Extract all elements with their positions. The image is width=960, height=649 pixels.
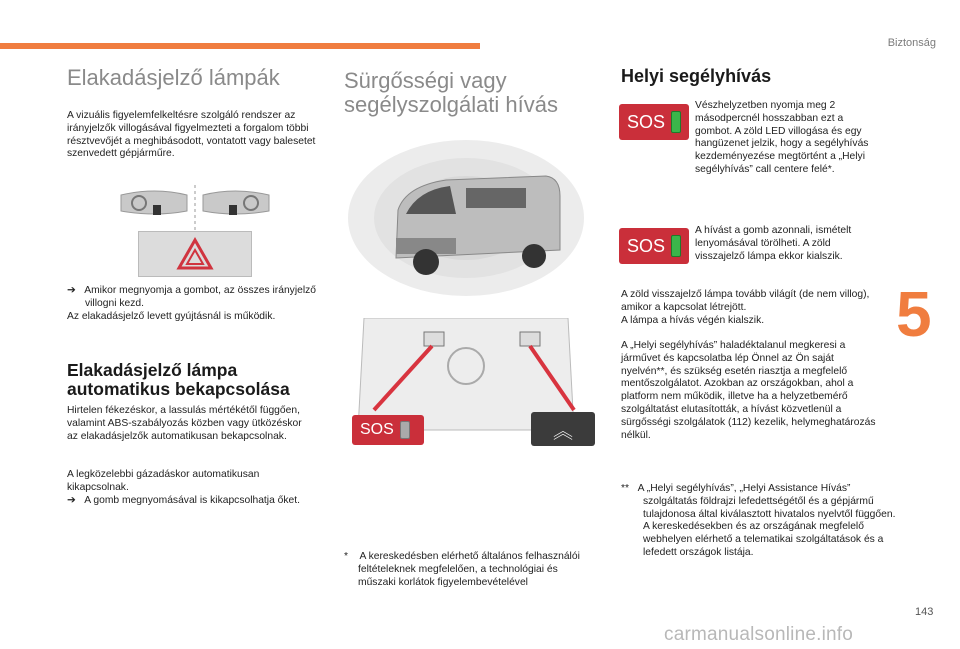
local-call-text1: Vészhelyzetben nyomja meg 2 másodpercnél hosszabban ezt a gombot. A zöld LED villogása és egy hangüzenet jelzik, hogy a segélyhívás kezdeményezése megtörtént a „Helyi segélyhívás” call centere felé*. — [695, 100, 869, 175]
led-indicator — [400, 421, 410, 439]
arrow-bullet-icon: ➔ — [67, 495, 85, 506]
mirrors-illustration — [115, 185, 275, 233]
green-led-icon — [671, 235, 681, 257]
sos-button-flashing[interactable] — [619, 104, 689, 140]
assistance-button[interactable] — [531, 412, 595, 446]
emergency-title-line2: segélyszolgálati hívás — [344, 92, 559, 118]
hazard-title: Elakadásjelző lámpák — [67, 65, 280, 90]
sos-button[interactable] — [352, 415, 424, 445]
local-call-footnote: ** A „Helyi segélyhívás”, „Helyi Assistance Hívás” szolgáltatás földrajzi lefedettségétől és a gépjármű tulajdonosa által kiválasztott hivatalos nyelvtől függően. A kereskedésekben és az országának megfelelő webhelyen elérhető a telematikai szolgáltatások és a lefedett országok listája. — [621, 483, 896, 558]
section-label: Biztonság — [887, 37, 936, 49]
emergency-footnote: * A kereskedésben elérhető általános felhasználói feltételeknek megfelelően, a technológiai és műszaki korlátok figyelembevételével — [344, 551, 580, 588]
green-led-icon — [671, 111, 681, 133]
local-call-para3: A „Helyi segélyhívás” haladéktalanul megkeresi a járművet és kapcsolatba lép Önnel az Ön saját nyelvén**, és szükség esetén riasztja a megfelelő mentőszolgálatot. Azokban az országokban, ahol a platform nem működik, illetve ha a helyzetbemérő szolgáltatást elutasították, a hívást közvetlenül a sürgősségi szolgálatok (112) kezelik, helymeghatározás nélkül. — [621, 340, 876, 441]
auto-hazard-bullet: ➔ A gomb megnyomásával is kikapcsolhatja őket. — [67, 495, 300, 506]
local-call-title: Helyi segélyhívás — [621, 66, 772, 86]
hazard-note: Az elakadásjelző levett gyújtásnál is működik. — [67, 311, 276, 322]
hazard-intro: A vizuális figyelemfelkeltésre szolgáló rendszer az irányjelzők villogásával figyelmezteti a forgalom többi résztvevőjét a meghibásodott, vontatott vagy balesetet szenvedett gépjárműre. — [67, 110, 316, 160]
top-accent-bar — [0, 43, 480, 49]
page-number: 143 — [915, 606, 934, 618]
hazard-button[interactable] — [138, 231, 252, 277]
emergency-title-line1: Sürgősségi vagy — [344, 68, 507, 93]
hazard-triangle-icon — [139, 232, 251, 276]
sos-button-cancel[interactable] — [619, 228, 689, 264]
local-call-para1: A zöld visszajelző lámpa tovább világít (de nem villog), amikor a kapcsolat létrejött. — [621, 289, 870, 313]
sos-label: SOS — [360, 421, 394, 438]
chevron-assistance-icon: ︽ — [553, 420, 573, 443]
local-call-para2: A lámpa a hívás végén kialszik. — [621, 315, 765, 326]
emergency-title — [344, 69, 604, 117]
auto-hazard-subtitle: Elakadásjelző lámpa automatikus bekapcsolása — [67, 360, 290, 400]
chapter-number: 5 — [896, 278, 932, 350]
auto-hazard-para: Hirtelen fékezéskor, a lassulás mértékétől függően, valamint ABS-szabályozás közben vagy ütközéskor az elakadásjelzők automatikusan bekapcsolnak. — [67, 405, 302, 442]
auto-hazard-para2: A legközelebbi gázadáskor automatikusan kikapcsolnak. — [67, 469, 260, 493]
hazard-bullet: ➔ Amikor megnyomja a gombot, az összes irányjelző villogni kezd. — [67, 285, 316, 309]
watermark: carmanualsonline.info — [664, 624, 854, 645]
sos-label: SOS — [627, 111, 666, 132]
sos-label: SOS — [627, 235, 666, 256]
arrow-bullet-icon: ➔ — [67, 285, 85, 296]
van-illustration — [346, 138, 586, 298]
local-call-text2: A hívást a gomb azonnali, ismételt lenyomásával törölheti. A zöld visszajelző lámpa ekkor kialszik. — [695, 225, 852, 262]
